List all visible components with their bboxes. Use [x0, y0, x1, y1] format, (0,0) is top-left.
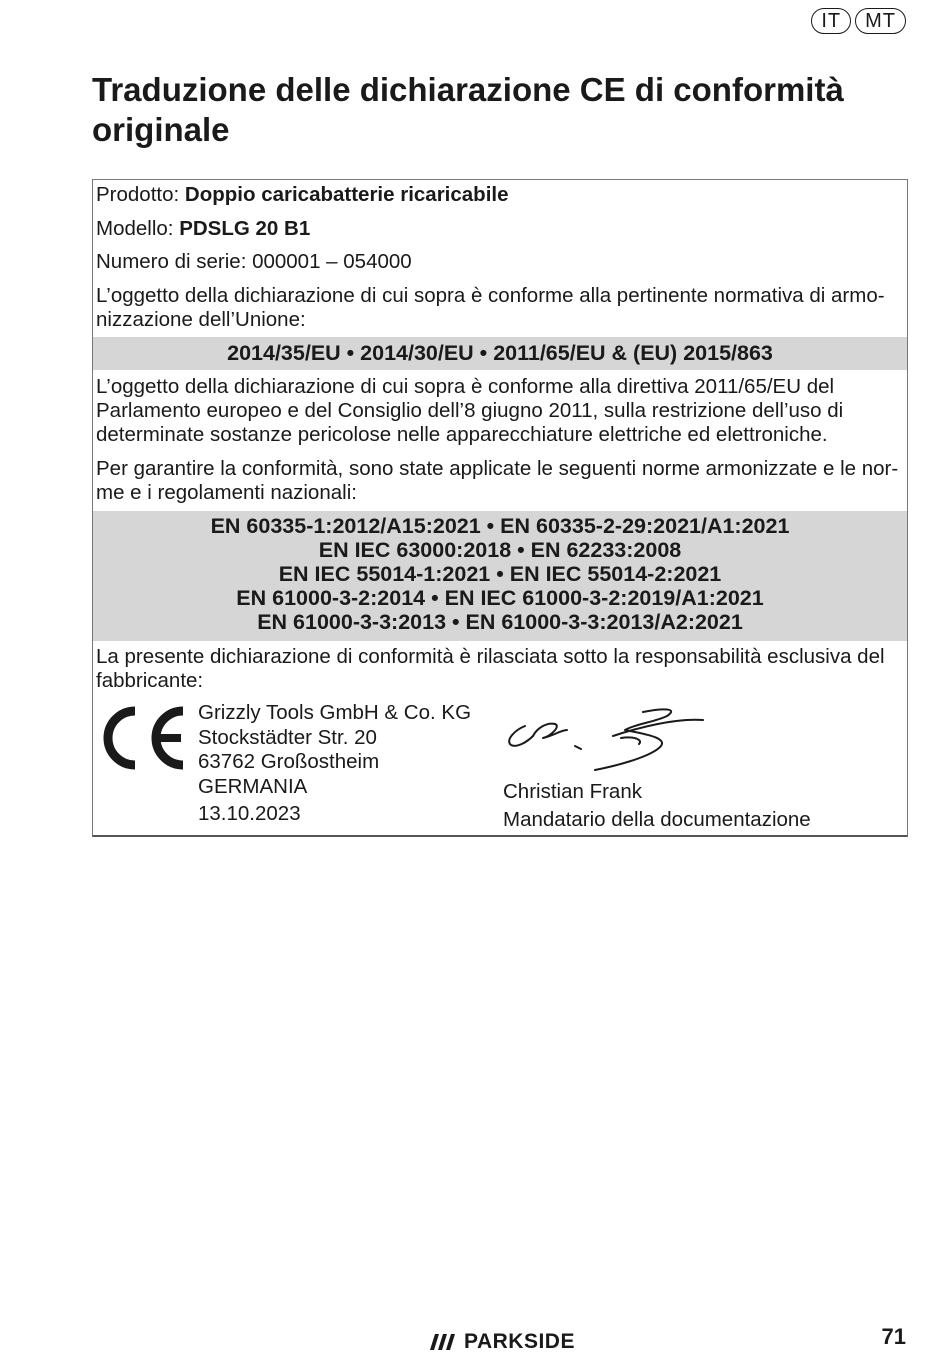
signer-name: Christian Frank: [503, 780, 642, 803]
signer-role: Mandatario della documentazione: [503, 808, 811, 831]
norms-intro-line: Per garantire la conformità, sono state applicate le seguenti norme armonizzate e le nor-: [96, 457, 899, 480]
language-badge-mt: MT: [855, 8, 906, 34]
page-title: Traduzione delle dichiarazione CE di conformità originale: [92, 71, 844, 148]
model-label: Modello:: [96, 217, 174, 240]
declaration-box: [92, 179, 908, 837]
norm-line: EN 61000-3-2:2014 • EN IEC 61000-3-2:2019/A1:2021: [236, 586, 764, 610]
conformity-text: [96, 284, 901, 332]
conformity-text-line: nizzazione dell’Unione:: [96, 308, 306, 331]
product-line: [96, 183, 901, 207]
rohs-text-line: Parlamento europeo e del Consiglio dell’8 giugno 2011, sulla restrizione dell’uso di: [96, 399, 844, 422]
norms-intro: [96, 457, 901, 505]
norms-intro-line: me e i regolamenti nazionali:: [96, 481, 357, 504]
rohs-text: [96, 375, 901, 447]
norm-line: EN 61000-3-3:2013 • EN 61000-3-3:2013/A2:2021: [257, 610, 743, 634]
parkside-stripes-icon: [430, 1334, 456, 1350]
page-number: 71: [881, 1324, 906, 1349]
signer-block: [503, 778, 811, 834]
responsibility-text: [96, 645, 901, 693]
conformity-text-line: L’oggetto della dichiarazione di cui sopra è conforme alla pertinente normativa di armo-: [96, 284, 885, 307]
norm-line: EN IEC 55014-1:2021 • EN IEC 55014-2:2021: [278, 562, 722, 586]
norm-line: EN 60335-1:2012/A15:2021 • EN 60335-2-29:2021/A1:2021: [210, 514, 790, 538]
responsibility-text-line: fabbricante:: [96, 669, 204, 692]
declaration-date: 13.10.2023: [198, 802, 301, 825]
norm-line: EN IEC 63000:2018 • EN 62233:2008: [318, 538, 682, 562]
manufacturer-name: Grizzly Tools GmbH & Co. KG: [198, 701, 472, 724]
brand-name: PARKSIDE: [464, 1330, 575, 1353]
rohs-text-line: L’oggetto della dichiarazione di cui sopra è conforme alla direttiva 2011/65/EU del: [96, 375, 835, 398]
rohs-text-line: determinate sostanze pericolose nelle apparecchiature elettriche ed elettroniche.: [96, 423, 828, 446]
product-value: Doppio caricabatterie ricaricabile: [184, 183, 509, 206]
signature-image: [503, 700, 713, 778]
directives-band: 2014/35/EU • 2014/30/EU • 2011/65/EU & (EU) 2015/863: [93, 337, 907, 370]
manufacturer-address: [198, 701, 471, 827]
product-label: Prodotto:: [96, 183, 180, 206]
manufacturer-street: Stockstädter Str. 20: [198, 725, 377, 749]
manufacturer-country: GERMANIA: [198, 774, 308, 798]
language-badge-it: IT: [811, 8, 851, 34]
parkside-logo: [430, 1330, 575, 1354]
model-line: [96, 217, 901, 241]
norms-band: [93, 511, 907, 641]
serial-number: Numero di serie: 000001 – 054000: [96, 250, 412, 273]
manufacturer-city: 63762 Großostheim: [198, 750, 380, 773]
model-value: PDSLG 20 B1: [179, 217, 311, 240]
responsibility-text-line: La presente dichiarazione di conformità è rilasciata sotto la responsabilità esclusiva del: [96, 645, 885, 668]
language-badges: [811, 8, 906, 34]
ce-mark-icon: [97, 705, 189, 771]
